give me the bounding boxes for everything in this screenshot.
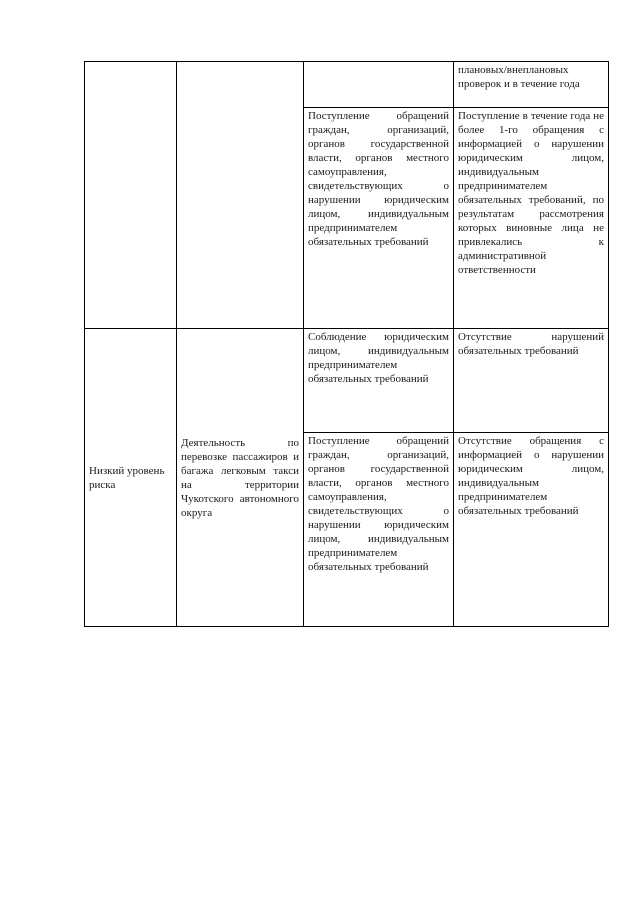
table-row <box>85 329 609 433</box>
criterion-cell <box>304 62 454 108</box>
criterion-cell: Поступление обращений граждан, организаций, органов государственной власти, органов местного самоуправления, свидетельствующих о нарушении юридическим лицом, индивидуальным предпринимателем обязательных требований <box>304 108 454 329</box>
indicator-cell: плановых/внеплановых проверок и в течение года <box>454 62 609 108</box>
indicator-cell: Отсутствие нарушений обязательных требований <box>454 329 609 433</box>
risk-criteria-table <box>84 61 609 627</box>
criterion-cell: Поступление обращений граждан, организаций, органов государственной власти, органов местного самоуправления, свидетельствующих о нарушении юридическим лицом, индивидуальным предпринимателем обязательных требований <box>304 433 454 627</box>
indicator-cell: Поступление в течение года не более 1-го обращения с информацией о нарушении юридическим лицом, индивидуальным предпринимателем обязательных требований, по результатам рассмотрения которых виновные лица не привлекались к административной ответственности <box>454 108 609 329</box>
indicator-cell: Отсутствие обращения с информацией о нарушении юридическим лицом, индивидуальным предпринимателем обязательных требований <box>454 433 609 627</box>
activity-cell: Деятельность по перевозке пассажиров и багажа легковым такси на территории Чукотского автономного округа <box>177 329 304 627</box>
risk-category-cell <box>85 62 177 329</box>
risk-category-cell: Низкий уровень риска <box>85 329 177 627</box>
table-row <box>85 62 609 108</box>
activity-cell <box>177 62 304 329</box>
criterion-cell: Соблюдение юридическим лицом, индивидуальным предпринимателем обязательных требований <box>304 329 454 433</box>
